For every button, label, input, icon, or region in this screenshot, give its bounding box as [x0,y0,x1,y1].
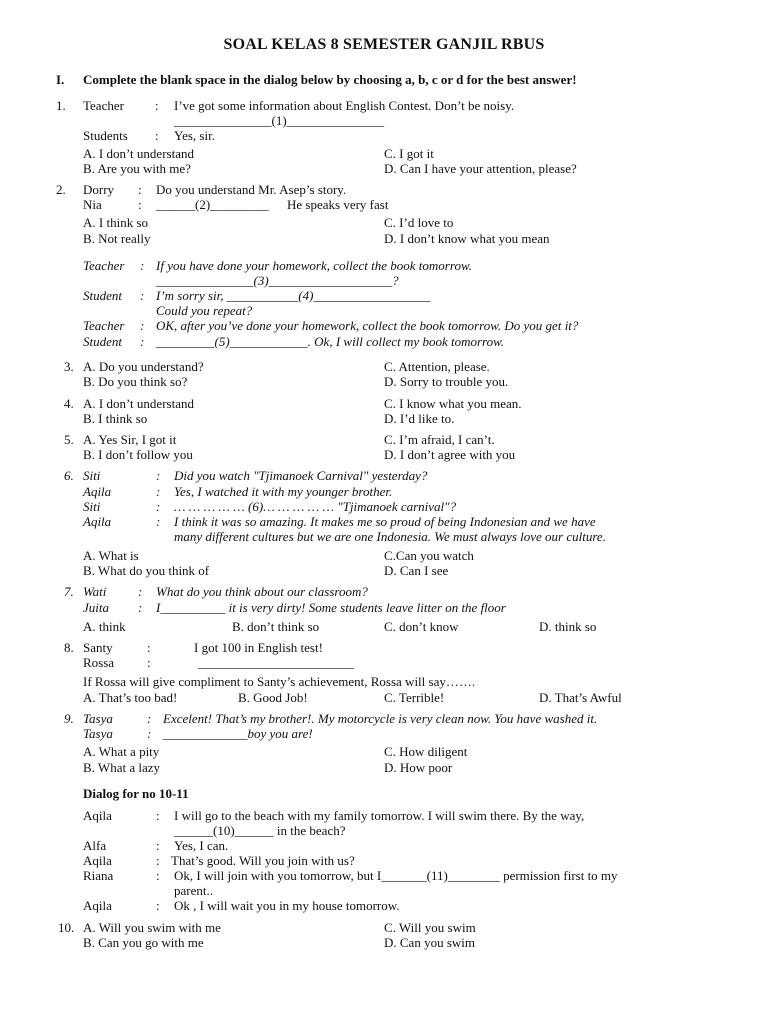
question-number: 6. [64,468,74,483]
question-stem: If Rossa will give compliment to Santy’s achievement, Rossa will say……. [83,674,476,689]
dialog-line: If you have done your homework, collect the book tomorrow. [156,258,472,273]
dialog-line: _________(5)____________. Ok, I will collect my book tomorrow. [156,334,505,349]
colon: : [138,584,143,599]
option-d[interactable]: D. Can you swim [384,935,475,950]
option-b[interactable]: B. What do you think of [83,563,210,578]
question-number: 7. [64,584,74,599]
option-b[interactable]: B. don’t think so [232,619,320,634]
option-c[interactable]: C. I’m afraid, I can’t. [384,432,495,447]
dialog-line: Did you watch "Tjimanoek Carnival" yesterday? [174,468,428,483]
option-a[interactable]: A. Do you understand? [83,359,204,374]
dialog-heading: Dialog for no 10-11 [83,786,189,801]
option-b[interactable]: B. Can you go with me [83,935,204,950]
dialog-line: Yes, sir. [174,128,215,143]
dialog-line: I will go to the beach with my family tomorrow. I will swim there. By the way, [174,808,585,823]
option-c[interactable]: C. I know what you mean. [384,396,522,411]
dialog-line: I’ve got some information about English Contest. Don’t be noisy. [174,98,515,113]
section-instruction: Complete the blank space in the dialog below by choosing a, b, c or d for the best answer! [83,72,577,87]
colon: : [140,258,145,273]
speaker: Aqila [83,898,112,913]
speaker: Santy [83,640,113,655]
question-number: 10. [58,920,75,935]
option-c[interactable]: C. Terrible! [384,690,445,705]
colon: : [156,808,160,823]
option-a[interactable]: A. think [83,619,126,634]
dialog-line: I think it was so amazing. It makes me so proud of being Indonesian and we have [174,514,596,529]
colon: : [140,318,145,333]
speaker: Teacher [83,98,124,113]
option-a[interactable]: A. What a pity [83,744,160,759]
colon: : [138,182,142,197]
question-number: 8. [64,640,74,655]
option-c[interactable]: C. Will you swim [384,920,476,935]
speaker: Students [83,128,128,143]
speaker: Nia [83,197,102,212]
question-number: 3. [64,359,74,374]
colon: : [140,334,145,349]
dialog-line: He speaks very fast [287,197,389,212]
dialog-line: I got 100 in English test! [194,640,323,655]
dialog-line: _____________boy you are! [163,726,313,741]
option-c[interactable]: C. I’d love to [384,215,454,230]
option-a[interactable]: A. Will you swim with me [83,920,221,935]
speaker: Riana [83,868,114,883]
colon: : [155,98,159,113]
colon: : [138,197,142,212]
speaker: Alfa [83,838,107,853]
speaker: Tasya [83,711,113,726]
colon: : [140,288,145,303]
option-b[interactable]: B. Do you think so? [83,374,188,389]
dialog-line: Could you repeat? [156,303,253,318]
colon: : [156,853,160,868]
colon: : [147,655,151,670]
option-b[interactable]: B. I think so [83,411,148,426]
dialog-line: Yes, I watched it with my younger brother. [174,484,393,499]
option-d[interactable]: D. Sorry to trouble you. [384,374,509,389]
speaker: Student [83,288,122,303]
question-number: 1. [56,98,66,113]
section-number: I. [56,72,65,87]
option-c[interactable]: C. Attention, please. [384,359,490,374]
dialog-line: parent.. [174,883,213,898]
blank-line: ________________________ [198,655,354,670]
speaker: Rossa [83,655,115,670]
option-b[interactable]: B. Not really [83,231,151,246]
blank-line: ______(10)______ in the beach? [174,823,346,838]
colon: : [147,640,151,655]
speaker: Aqila [83,484,112,499]
dialog-line: What do you think about our classroom? [156,584,368,599]
dialog-line: That’s good. Will you join with us? [171,853,355,868]
option-b[interactable]: B. Good Job! [238,690,308,705]
blank-line: _______________(3)___________________? [156,273,399,288]
colon: : [156,898,160,913]
option-d[interactable]: D. How poor [384,760,453,775]
colon: : [138,600,143,615]
speaker: Aqila [83,853,112,868]
option-c[interactable]: C. don’t know [384,619,459,634]
option-a[interactable]: A. I don’t understand [83,396,194,411]
option-a[interactable]: A. What is [83,548,139,563]
dialog-line: I’m sorry sir, ___________(4)__________________ [156,288,431,303]
colon: : [156,468,161,483]
option-d[interactable]: D. think so [539,619,597,634]
speaker: Juita [83,600,109,615]
question-number: 4. [64,396,74,411]
question-number: 5. [64,432,74,447]
colon: : [156,499,161,514]
dialog-line: many different cultures but we are one Indonesia. We must always love our culture. [174,529,606,544]
dialog-line: I__________ it is very dirty! Some students leave litter on the floor [156,600,506,615]
colon: : [147,711,152,726]
speaker: Student [83,334,122,349]
speaker: Siti [83,499,101,514]
option-a[interactable]: A. That’s too bad! [83,690,178,705]
colon: : [156,514,161,529]
blank-line: _______________(1)_______________ [174,113,385,128]
colon: : [147,726,152,741]
colon: : [156,484,161,499]
option-c[interactable]: C. How diligent [384,744,468,759]
dialog-line: Ok , I will wait you in my house tomorrow. [174,898,400,913]
option-b[interactable]: B. Are you with me? [83,161,191,176]
colon: : [156,838,160,853]
speaker: Dorry [83,182,115,197]
option-d[interactable]: D. I don’t agree with you [384,447,516,462]
colon: : [156,868,160,883]
page-title: SOAL KELAS 8 SEMESTER GANJIL RBUS [223,36,545,53]
option-d[interactable]: D. Can I have your attention, please? [384,161,577,176]
option-b[interactable]: B. I don’t follow you [83,447,193,462]
colon: : [155,128,159,143]
option-d[interactable]: D. I don’t know what you mean [384,231,550,246]
dialog-line: OK, after you’ve done your homework, collect the book tomorrow. Do you get it? [156,318,579,333]
dialog-line: Do you understand Mr. Asep’s story. [156,182,347,197]
speaker: Tasya [83,726,113,741]
dialog-line: Excelent! That’s my brother!. My motorcycle is very clean now. You have washed it. [163,711,598,726]
blank-line: ______(2)_________ [156,197,269,212]
question-number: 9. [64,711,74,726]
option-d[interactable]: D. That’s Awful [539,690,622,705]
option-c[interactable]: C. I got it [384,146,434,161]
dialog-line: Ok, I will join with you tomorrow, but I_______(11)________ permission first to my [174,868,618,883]
speaker: Siti [83,468,101,483]
speaker: Teacher [83,318,125,333]
speaker: Aqila [83,514,112,529]
option-a[interactable]: A. I don’t understand [83,146,194,161]
speaker: Teacher [83,258,125,273]
dialog-line: … … … … … (6)… … … … … "Tjimanoek carnival"? [174,499,457,514]
option-c[interactable]: C.Can you watch [384,548,474,563]
dialog-line: Yes, I can. [174,838,229,853]
question-number: 2. [56,182,66,197]
speaker: Wati [83,584,107,599]
option-a[interactable]: A. Yes Sir, I got it [83,432,177,447]
option-a[interactable]: A. I think so [83,215,148,230]
speaker: Aqila [83,808,112,823]
option-b[interactable]: B. What a lazy [83,760,161,775]
option-d[interactable]: D. Can I see [384,563,449,578]
option-d[interactable]: D. I’d like to. [384,411,455,426]
